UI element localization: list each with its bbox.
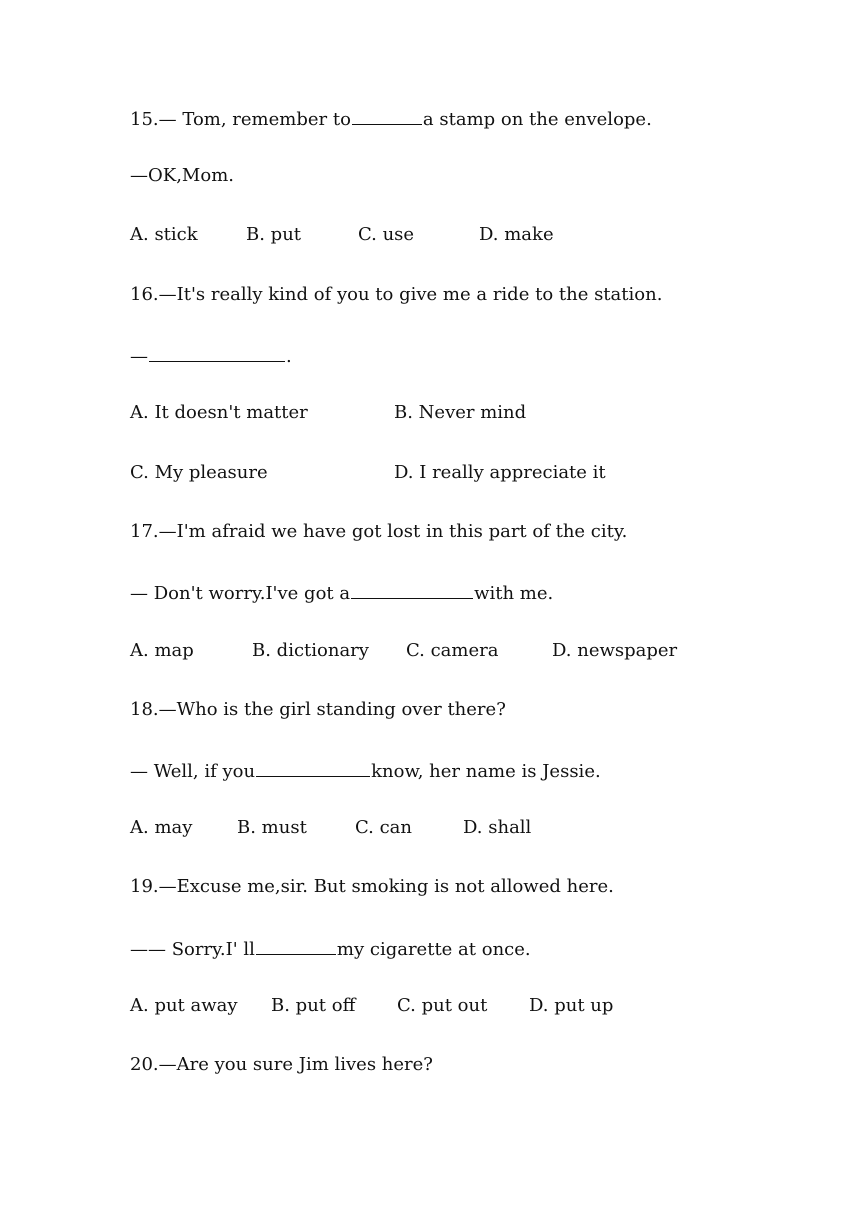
question-18: 18.—Who is the girl standing over there? bbox=[130, 699, 506, 720]
question-16-reply-after: . bbox=[286, 346, 292, 367]
question-19-option-c: C. put out bbox=[397, 995, 488, 1016]
question-16-option-a: A. It doesn't matter bbox=[130, 402, 308, 423]
question-19-reply-before: —— Sorry.I' ll bbox=[130, 939, 255, 960]
question-18-option-a: A. may bbox=[130, 817, 193, 838]
answer-blank bbox=[256, 758, 370, 777]
question-17-option-b: B. dictionary bbox=[252, 640, 369, 661]
question-17-option-c: C. camera bbox=[406, 640, 499, 661]
question-19-option-d: D. put up bbox=[529, 995, 614, 1016]
answer-blank bbox=[256, 936, 336, 955]
question-15 bbox=[130, 106, 652, 131]
question-17-reply-before: — Don't worry.I've got a bbox=[130, 583, 351, 604]
question-18-reply-before: — Well, if you bbox=[130, 761, 256, 782]
question-18-option-b: B. must bbox=[237, 817, 307, 838]
question-18-option-c: C. can bbox=[355, 817, 412, 838]
answer-blank bbox=[149, 343, 285, 362]
question-15-text-after: a stamp on the envelope. bbox=[422, 109, 652, 130]
question-17-option-a: A. map bbox=[130, 640, 194, 661]
question-19: 19.—Excuse me,sir. But smoking is not allowed here. bbox=[130, 876, 614, 897]
question-18-option-d: D. shall bbox=[463, 817, 532, 838]
question-16: 16.—It's really kind of you to give me a ride to the station. bbox=[130, 284, 663, 305]
question-16-option-b: B. Never mind bbox=[394, 402, 527, 423]
question-18-reply-after: know, her name is Jessie. bbox=[371, 761, 601, 782]
question-16-option-c: C. My pleasure bbox=[130, 462, 268, 483]
question-17-reply bbox=[130, 580, 553, 605]
question-19-option-a: A. put away bbox=[130, 995, 238, 1016]
question-17-option-d: D. newspaper bbox=[552, 640, 678, 661]
question-15-option-a: A. stick bbox=[130, 224, 198, 245]
answer-blank bbox=[352, 106, 422, 125]
question-19-reply bbox=[130, 936, 531, 961]
question-17: 17.—I'm afraid we have got lost in this part of the city. bbox=[130, 521, 628, 542]
question-16-reply-before: — bbox=[130, 346, 148, 367]
question-16-option-d: D. I really appreciate it bbox=[394, 462, 606, 483]
question-18-reply bbox=[130, 758, 601, 783]
question-15-option-c: C. use bbox=[358, 224, 415, 245]
question-19-option-b: B. put off bbox=[271, 995, 356, 1016]
question-15-text-before: 15.— Tom, remember to bbox=[130, 109, 351, 130]
answer-blank bbox=[351, 580, 473, 599]
question-16-reply bbox=[130, 343, 292, 368]
question-15-reply: —OK,Mom. bbox=[130, 165, 234, 186]
question-15-option-b: B. put bbox=[246, 224, 302, 245]
question-15-option-d: D. make bbox=[479, 224, 554, 245]
question-17-reply-after: with me. bbox=[474, 583, 554, 604]
question-19-reply-after: my cigarette at once. bbox=[336, 939, 531, 960]
question-20: 20.—Are you sure Jim lives here? bbox=[130, 1054, 433, 1075]
